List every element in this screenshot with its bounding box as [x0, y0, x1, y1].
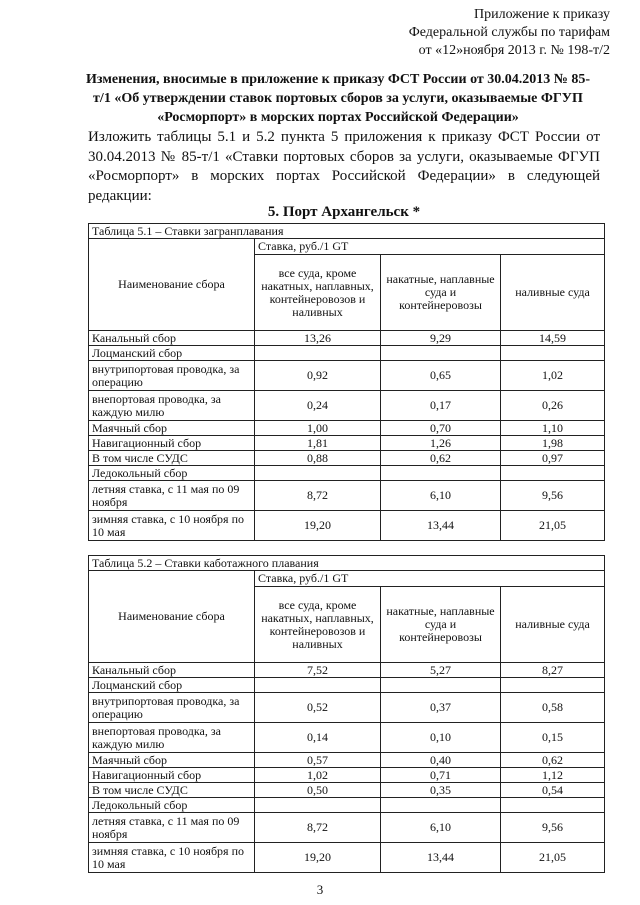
value-cell: 1,98	[501, 436, 605, 451]
row-name: внепортовая проводка, за каждую милю	[89, 391, 255, 421]
name-column-header: Наименование сбора	[89, 239, 255, 331]
table-row	[89, 466, 605, 481]
rates-table-5-1	[88, 223, 605, 541]
value-cell: 0,58	[501, 693, 605, 723]
table-row	[89, 723, 605, 753]
value-cell: 8,72	[255, 481, 381, 511]
value-cell: 13,26	[255, 331, 381, 346]
column-header-roro: накатные, наплавные суда и контейнеровозы	[381, 587, 501, 663]
value-cell: 7,52	[255, 663, 381, 678]
value-cell: 1,12	[501, 768, 605, 783]
row-name: Навигационный сбор	[89, 436, 255, 451]
row-name: зимняя ставка, с 10 ноября по 10 мая	[89, 511, 255, 541]
appendix-line-3: от «12»ноября 2013 г. № 198-т/2	[418, 43, 610, 58]
table-row	[89, 798, 605, 813]
value-cell: 19,20	[255, 511, 381, 541]
value-cell: 0,10	[381, 723, 501, 753]
value-cell: 13,44	[381, 843, 501, 873]
value-cell: 0,92	[255, 361, 381, 391]
row-name: зимняя ставка, с 10 ноября по 10 мая	[89, 843, 255, 873]
appendix-reference	[360, 6, 610, 60]
row-name: внутрипортовая проводка, за операцию	[89, 693, 255, 723]
table-row	[89, 451, 605, 466]
value-cell: 9,56	[501, 481, 605, 511]
appendix-line-2: Федеральной службы по тарифам	[408, 25, 610, 40]
table-row	[89, 753, 605, 768]
value-cell: 0,88	[255, 451, 381, 466]
rates-table-5-2	[88, 555, 605, 873]
value-cell: 21,05	[501, 511, 605, 541]
value-cell: 0,50	[255, 783, 381, 798]
name-column-header: Наименование сбора	[89, 571, 255, 663]
table-row	[89, 346, 605, 361]
value-cell: 0,54	[501, 783, 605, 798]
value-cell: 13,44	[381, 511, 501, 541]
table-row	[89, 843, 605, 873]
value-cell: 9,29	[381, 331, 501, 346]
value-cell: 0,35	[381, 783, 501, 798]
value-cell: 0,70	[381, 421, 501, 436]
value-cell: 0,17	[381, 391, 501, 421]
column-header-tankers: наливные суда	[501, 255, 605, 331]
table-row	[89, 678, 605, 693]
value-cell: 8,27	[501, 663, 605, 678]
group-row-name: Лоцманский сбор	[89, 346, 255, 361]
intro-paragraph: Изложить таблицы 5.1 и 5.2 пункта 5 приложения к приказу ФСТ России от 30.04.2013 № 85-т/1 «Ставки портовых сборов за услуги, оказываемые ФГУП «Росморпорт» в морских портах Российской Федерации» в следующей редакции:	[88, 129, 600, 204]
value-cell: 1,00	[255, 421, 381, 436]
row-name: В том числе СУДС	[89, 451, 255, 466]
value-cell: 1,81	[255, 436, 381, 451]
unit-header: Ставка, руб./1 GT	[255, 571, 605, 587]
value-cell: 1,02	[255, 768, 381, 783]
table-row	[89, 391, 605, 421]
column-header-roro: накатные, наплавные суда и контейнеровозы	[381, 255, 501, 331]
value-cell: 0,15	[501, 723, 605, 753]
value-cell: 6,10	[381, 481, 501, 511]
value-cell: 0,37	[381, 693, 501, 723]
group-row-name: Ледокольный сбор	[89, 798, 255, 813]
table-row	[89, 331, 605, 346]
value-cell: 0,57	[255, 753, 381, 768]
row-name: Маячный сбор	[89, 753, 255, 768]
table-row	[89, 511, 605, 541]
row-name: внепортовая проводка, за каждую милю	[89, 723, 255, 753]
table-row	[89, 361, 605, 391]
table-row	[89, 481, 605, 511]
table-row	[89, 421, 605, 436]
value-cell: 1,10	[501, 421, 605, 436]
value-cell: 14,59	[501, 331, 605, 346]
value-cell: 0,40	[381, 753, 501, 768]
page-number: 3	[316, 882, 324, 897]
group-row-name: Лоцманский сбор	[89, 678, 255, 693]
unit-header: Ставка, руб./1 GT	[255, 239, 605, 255]
table-caption: Таблица 5.1 – Ставки загранплавания	[89, 224, 605, 239]
row-name: Маячный сбор	[89, 421, 255, 436]
port-title: 5. Порт Архангельск *	[267, 204, 421, 220]
row-name: В том числе СУДС	[89, 783, 255, 798]
table-caption: Таблица 5.2 – Ставки каботажного плавания	[89, 556, 605, 571]
row-name: летняя ставка, с 11 мая по 09 ноября	[89, 813, 255, 843]
document-heading: Изменения, вносимые в приложение к приказу ФСТ России от 30.04.2013 № 85-т/1 «Об утверждении ставок портовых сборов за услуги, оказываемые ФГУП «Росморпорт» в морских портах Российской Федерации»	[86, 72, 590, 125]
value-cell: 19,20	[255, 843, 381, 873]
table-row	[89, 436, 605, 451]
value-cell: 0,14	[255, 723, 381, 753]
row-name: внутрипортовая проводка, за операцию	[89, 361, 255, 391]
value-cell: 5,27	[381, 663, 501, 678]
value-cell: 0,62	[381, 451, 501, 466]
table-row	[89, 663, 605, 678]
group-row-name: Ледокольный сбор	[89, 466, 255, 481]
column-header-tankers: наливные суда	[501, 587, 605, 663]
value-cell: 0,65	[381, 361, 501, 391]
table-row	[89, 768, 605, 783]
value-cell: 0,26	[501, 391, 605, 421]
value-cell: 0,24	[255, 391, 381, 421]
value-cell: 21,05	[501, 843, 605, 873]
row-name: Канальный сбор	[89, 663, 255, 678]
column-header-general: все суда, кроме накатных, наплавных, контейнеровозов и наливных	[255, 587, 381, 663]
row-name: Навигационный сбор	[89, 768, 255, 783]
row-name: летняя ставка, с 11 мая по 09 ноября	[89, 481, 255, 511]
value-cell: 9,56	[501, 813, 605, 843]
value-cell: 1,26	[381, 436, 501, 451]
table-row	[89, 813, 605, 843]
value-cell: 0,52	[255, 693, 381, 723]
value-cell: 6,10	[381, 813, 501, 843]
value-cell: 1,02	[501, 361, 605, 391]
column-header-general: все суда, кроме накатных, наплавных, контейнеровозов и наливных	[255, 255, 381, 331]
table-row	[89, 783, 605, 798]
value-cell: 8,72	[255, 813, 381, 843]
value-cell: 0,71	[381, 768, 501, 783]
appendix-line-1: Приложение к приказу	[474, 7, 610, 22]
value-cell: 0,62	[501, 753, 605, 768]
value-cell: 0,97	[501, 451, 605, 466]
table-row	[89, 693, 605, 723]
row-name: Канальный сбор	[89, 331, 255, 346]
